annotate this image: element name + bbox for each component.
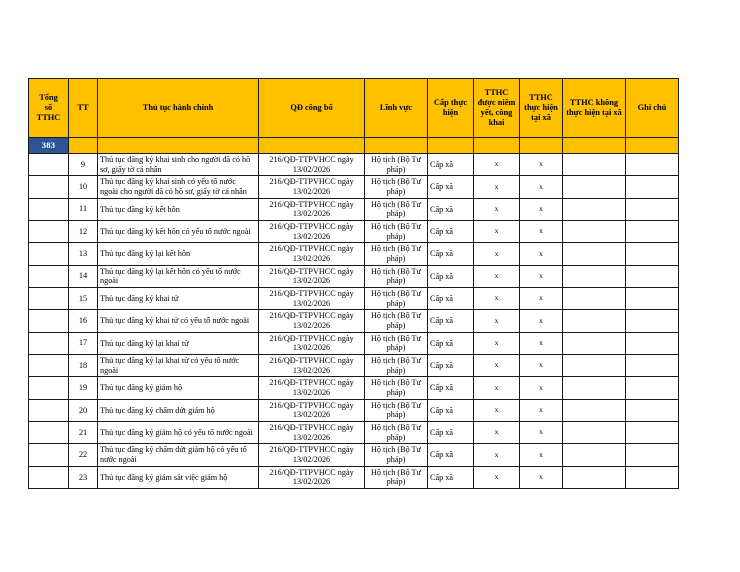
table-row xyxy=(29,422,679,444)
row-not-performed-cell xyxy=(563,466,626,488)
row-index-cell: 11 xyxy=(69,198,98,220)
row-note-cell xyxy=(626,466,679,488)
row-procedure-name-cell: Thủ tục đăng ký chấm dứt giám hộ xyxy=(98,399,259,421)
row-index-cell: 22 xyxy=(69,444,98,466)
row-performed-cell: x xyxy=(520,288,563,310)
row-performed-cell: x xyxy=(520,355,563,377)
row-decision-cell: 216/QĐ-TTPVHCC ngày 13/02/2026 xyxy=(259,332,365,354)
row-total-cell xyxy=(29,154,69,176)
row-total-cell xyxy=(29,377,69,399)
row-index-cell: 23 xyxy=(69,466,98,488)
row-performed-cell: x xyxy=(520,310,563,332)
column-header-total-line2: số xyxy=(44,102,53,112)
row-decision-cell: 216/QĐ-TTPVHCC ngày 13/02/2026 xyxy=(259,466,365,488)
row-decision-cell: 216/QĐ-TTPVHCC ngày 13/02/2026 xyxy=(259,265,365,287)
row-level-cell: Cấp xã xyxy=(428,355,474,377)
row-procedure-name-cell: Thủ tục đăng ký khai tử có yếu tố nước ngoài xyxy=(98,310,259,332)
row-procedure-name-cell: Thủ tục đăng ký khai sinh có yếu tố nước ngoài cho người đã có hồ sơ, giấy tờ cá nhân xyxy=(98,176,259,198)
table-row xyxy=(29,176,679,198)
table-body xyxy=(29,154,679,489)
row-level-cell: Cấp xã xyxy=(428,466,474,488)
row-not-performed-cell xyxy=(563,399,626,421)
row-level-cell: Cấp xã xyxy=(428,399,474,421)
row-note-cell xyxy=(626,198,679,220)
row-total-cell xyxy=(29,466,69,488)
row-total-cell xyxy=(29,399,69,421)
row-field-cell: Hộ tịch (Bộ Tư pháp) xyxy=(365,466,428,488)
row-index-cell: 16 xyxy=(69,310,98,332)
row-level-cell: Cấp xã xyxy=(428,176,474,198)
row-procedure-name-cell: Thủ tục đăng ký giám sát việc giám hộ xyxy=(98,466,259,488)
row-procedure-name-cell: Thủ tục đăng ký lại kết hôn có yếu tố nước ngoài xyxy=(98,265,259,287)
row-not-performed-cell xyxy=(563,377,626,399)
row-publicized-cell: x xyxy=(474,198,520,220)
total-row-filler-public xyxy=(474,138,520,154)
row-publicized-cell: x xyxy=(474,243,520,265)
table-row xyxy=(29,355,679,377)
table-header-row xyxy=(29,79,679,138)
row-index-cell: 18 xyxy=(69,355,98,377)
total-row-filler-name xyxy=(98,138,259,154)
row-performed-cell: x xyxy=(520,265,563,287)
row-total-cell xyxy=(29,422,69,444)
row-total-cell xyxy=(29,288,69,310)
row-field-cell: Hộ tịch (Bộ Tư pháp) xyxy=(365,422,428,444)
row-note-cell xyxy=(626,221,679,243)
total-tthc-value: 383 xyxy=(29,138,69,154)
row-note-cell xyxy=(626,243,679,265)
total-row-filler-note xyxy=(626,138,679,154)
row-procedure-name-cell: Thủ tục đăng ký chấm dứt giám hộ có yếu tố nước ngoài xyxy=(98,444,259,466)
row-publicized-cell: x xyxy=(474,310,520,332)
row-total-cell xyxy=(29,265,69,287)
row-not-performed-cell xyxy=(563,198,626,220)
row-total-cell xyxy=(29,243,69,265)
row-level-cell: Cấp xã xyxy=(428,332,474,354)
row-note-cell xyxy=(626,422,679,444)
row-field-cell: Hộ tịch (Bộ Tư pháp) xyxy=(365,176,428,198)
row-total-cell xyxy=(29,221,69,243)
row-publicized-cell: x xyxy=(474,332,520,354)
row-decision-cell: 216/QĐ-TTPVHCC ngày 13/02/2026 xyxy=(259,198,365,220)
column-header-decision: QĐ công bố xyxy=(259,79,365,138)
column-header-tt: TT xyxy=(69,79,98,138)
row-note-cell xyxy=(626,377,679,399)
row-field-cell: Hộ tịch (Bộ Tư pháp) xyxy=(365,243,428,265)
row-level-cell: Cấp xã xyxy=(428,310,474,332)
row-decision-cell: 216/QĐ-TTPVHCC ngày 13/02/2026 xyxy=(259,399,365,421)
row-publicized-cell: x xyxy=(474,466,520,488)
row-decision-cell: 216/QĐ-TTPVHCC ngày 13/02/2026 xyxy=(259,310,365,332)
row-performed-cell: x xyxy=(520,377,563,399)
row-publicized-cell: x xyxy=(474,399,520,421)
row-performed-cell: x xyxy=(520,399,563,421)
row-procedure-name-cell: Thủ tục đăng ký giám hộ xyxy=(98,377,259,399)
row-level-cell: Cấp xã xyxy=(428,288,474,310)
row-not-performed-cell xyxy=(563,444,626,466)
row-performed-cell: x xyxy=(520,198,563,220)
row-index-cell: 20 xyxy=(69,399,98,421)
row-level-cell: Cấp xã xyxy=(428,377,474,399)
column-header-publicized: TTHC được niêm yết, công khai xyxy=(474,79,520,138)
row-performed-cell: x xyxy=(520,176,563,198)
row-procedure-name-cell: Thủ tục đăng ký lại kết hôn xyxy=(98,243,259,265)
row-publicized-cell: x xyxy=(474,422,520,444)
row-performed-cell: x xyxy=(520,243,563,265)
row-decision-cell: 216/QĐ-TTPVHCC ngày 13/02/2026 xyxy=(259,154,365,176)
row-performed-cell: x xyxy=(520,154,563,176)
row-index-cell: 13 xyxy=(69,243,98,265)
row-publicized-cell: x xyxy=(474,288,520,310)
row-level-cell: Cấp xã xyxy=(428,265,474,287)
row-field-cell: Hộ tịch (Bộ Tư pháp) xyxy=(365,355,428,377)
table-row xyxy=(29,310,679,332)
row-note-cell xyxy=(626,355,679,377)
row-note-cell xyxy=(626,288,679,310)
column-header-note: Ghi chú xyxy=(626,79,679,138)
table-row xyxy=(29,466,679,488)
row-note-cell xyxy=(626,332,679,354)
row-performed-cell: x xyxy=(520,444,563,466)
row-field-cell: Hộ tịch (Bộ Tư pháp) xyxy=(365,265,428,287)
row-procedure-name-cell: Thủ tục đăng ký lại khai tử có yếu tố nước ngoài xyxy=(98,355,259,377)
row-note-cell xyxy=(626,444,679,466)
row-level-cell: Cấp xã xyxy=(428,243,474,265)
row-field-cell: Hộ tịch (Bộ Tư pháp) xyxy=(365,444,428,466)
row-note-cell xyxy=(626,265,679,287)
row-field-cell: Hộ tịch (Bộ Tư pháp) xyxy=(365,288,428,310)
table-row xyxy=(29,444,679,466)
row-performed-cell: x xyxy=(520,332,563,354)
table-row xyxy=(29,265,679,287)
row-index-cell: 19 xyxy=(69,377,98,399)
row-total-cell xyxy=(29,444,69,466)
row-procedure-name-cell: Thủ tục đăng ký khai sinh cho người đã có hồ sơ, giấy tờ cá nhân xyxy=(98,154,259,176)
row-publicized-cell: x xyxy=(474,377,520,399)
row-index-cell: 17 xyxy=(69,332,98,354)
row-not-performed-cell xyxy=(563,243,626,265)
row-total-cell xyxy=(29,332,69,354)
table-row xyxy=(29,288,679,310)
row-total-cell xyxy=(29,198,69,220)
row-decision-cell: 216/QĐ-TTPVHCC ngày 13/02/2026 xyxy=(259,243,365,265)
administrative-procedures-table xyxy=(28,78,679,489)
row-not-performed-cell xyxy=(563,154,626,176)
row-not-performed-cell xyxy=(563,332,626,354)
row-level-cell: Cấp xã xyxy=(428,422,474,444)
row-not-performed-cell xyxy=(563,310,626,332)
total-row-filler-level xyxy=(428,138,474,154)
total-row-filler-qd xyxy=(259,138,365,154)
row-note-cell xyxy=(626,154,679,176)
table-row xyxy=(29,332,679,354)
row-note-cell xyxy=(626,176,679,198)
total-row-filler-tt xyxy=(69,138,98,154)
row-not-performed-cell xyxy=(563,221,626,243)
total-row-filler-doing xyxy=(520,138,563,154)
row-performed-cell: x xyxy=(520,466,563,488)
column-header-total-tthc xyxy=(29,79,69,138)
total-count-row xyxy=(29,138,679,154)
row-level-cell: Cấp xã xyxy=(428,444,474,466)
row-index-cell: 14 xyxy=(69,265,98,287)
row-note-cell xyxy=(626,310,679,332)
column-header-total-line3: TTHC xyxy=(36,113,61,123)
row-total-cell xyxy=(29,355,69,377)
row-not-performed-cell xyxy=(563,422,626,444)
row-index-cell: 21 xyxy=(69,422,98,444)
column-header-level: Cấp thực hiện xyxy=(428,79,474,138)
row-decision-cell: 216/QĐ-TTPVHCC ngày 13/02/2026 xyxy=(259,377,365,399)
row-not-performed-cell xyxy=(563,355,626,377)
row-total-cell xyxy=(29,310,69,332)
row-procedure-name-cell: Thủ tục đăng ký lại khai tử xyxy=(98,332,259,354)
row-level-cell: Cấp xã xyxy=(428,154,474,176)
table-row xyxy=(29,154,679,176)
row-publicized-cell: x xyxy=(474,355,520,377)
column-header-total-line1: Tổng xyxy=(39,92,58,102)
row-not-performed-cell xyxy=(563,265,626,287)
row-index-cell: 9 xyxy=(69,154,98,176)
row-publicized-cell: x xyxy=(474,221,520,243)
column-header-field: Lĩnh vực xyxy=(365,79,428,138)
row-not-performed-cell xyxy=(563,176,626,198)
row-procedure-name-cell: Thủ tục đăng ký giám hộ có yếu tố nước ngoài xyxy=(98,422,259,444)
table-header xyxy=(29,79,679,154)
row-procedure-name-cell: Thủ tục đăng ký kết hôn có yếu tố nước ngoài xyxy=(98,221,259,243)
row-index-cell: 10 xyxy=(69,176,98,198)
table-row xyxy=(29,243,679,265)
row-decision-cell: 216/QĐ-TTPVHCC ngày 13/02/2026 xyxy=(259,288,365,310)
row-decision-cell: 216/QĐ-TTPVHCC ngày 13/02/2026 xyxy=(259,444,365,466)
row-publicized-cell: x xyxy=(474,265,520,287)
total-row-filler-field xyxy=(365,138,428,154)
row-publicized-cell: x xyxy=(474,444,520,466)
column-header-not-performed-at-commune: TTHC không thực hiện tại xã xyxy=(563,79,626,138)
row-publicized-cell: x xyxy=(474,176,520,198)
row-field-cell: Hộ tịch (Bộ Tư pháp) xyxy=(365,399,428,421)
row-level-cell: Cấp xã xyxy=(428,198,474,220)
column-header-performed-at-commune: TTHC thực hiện tại xã xyxy=(520,79,563,138)
row-decision-cell: 216/QĐ-TTPVHCC ngày 13/02/2026 xyxy=(259,355,365,377)
table-row xyxy=(29,221,679,243)
row-decision-cell: 216/QĐ-TTPVHCC ngày 13/02/2026 xyxy=(259,422,365,444)
row-performed-cell: x xyxy=(520,221,563,243)
row-procedure-name-cell: Thủ tục đăng ký khai tử xyxy=(98,288,259,310)
table-row xyxy=(29,377,679,399)
row-procedure-name-cell: Thủ tục đăng ký kết hôn xyxy=(98,198,259,220)
row-note-cell xyxy=(626,399,679,421)
row-index-cell: 12 xyxy=(69,221,98,243)
row-field-cell: Hộ tịch (Bộ Tư pháp) xyxy=(365,332,428,354)
row-field-cell: Hộ tịch (Bộ Tư pháp) xyxy=(365,198,428,220)
table-row xyxy=(29,399,679,421)
column-header-procedure-name: Thủ tục hành chính xyxy=(98,79,259,138)
row-total-cell xyxy=(29,176,69,198)
row-field-cell: Hộ tịch (Bộ Tư pháp) xyxy=(365,310,428,332)
row-field-cell: Hộ tịch (Bộ Tư pháp) xyxy=(365,154,428,176)
row-decision-cell: 216/QĐ-TTPVHCC ngày 13/02/2026 xyxy=(259,176,365,198)
row-performed-cell: x xyxy=(520,422,563,444)
row-field-cell: Hộ tịch (Bộ Tư pháp) xyxy=(365,377,428,399)
row-decision-cell: 216/QĐ-TTPVHCC ngày 13/02/2026 xyxy=(259,221,365,243)
table-row xyxy=(29,198,679,220)
row-not-performed-cell xyxy=(563,288,626,310)
row-field-cell: Hộ tịch (Bộ Tư pháp) xyxy=(365,221,428,243)
row-publicized-cell: x xyxy=(474,154,520,176)
total-row-filler-notdoing xyxy=(563,138,626,154)
row-level-cell: Cấp xã xyxy=(428,221,474,243)
row-index-cell: 15 xyxy=(69,288,98,310)
